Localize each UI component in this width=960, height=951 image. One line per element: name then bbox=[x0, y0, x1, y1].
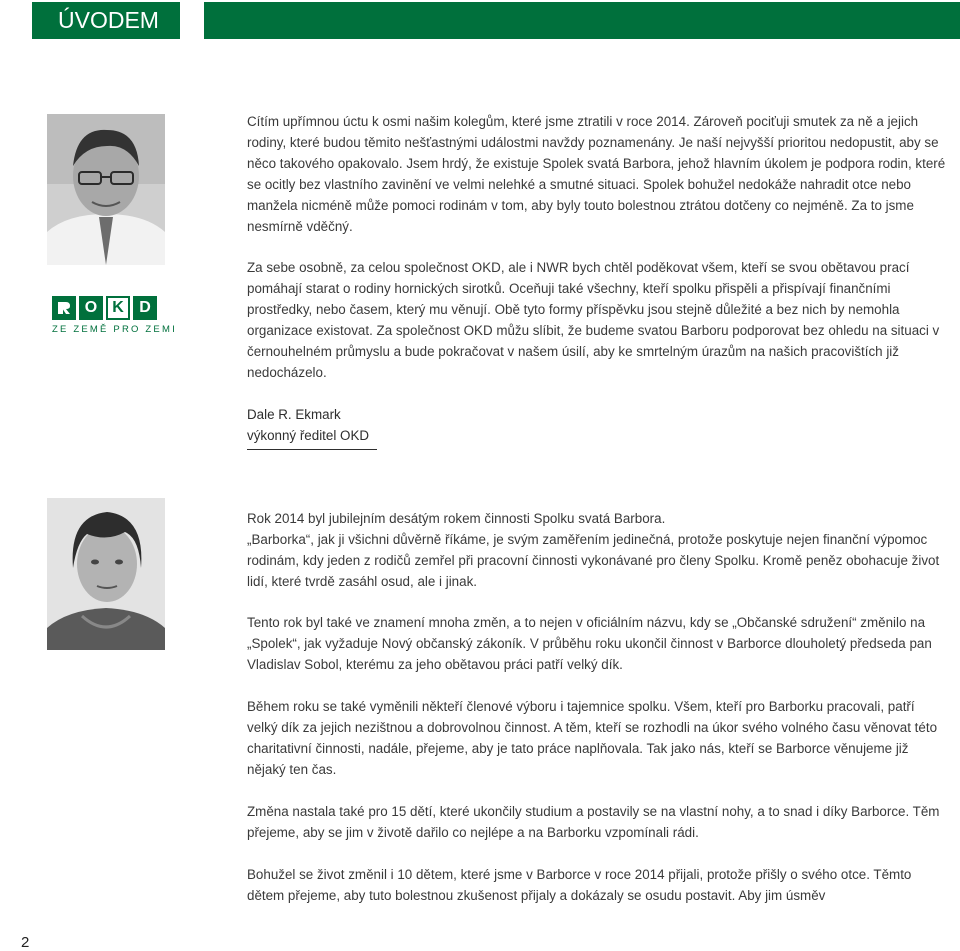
portrait-photo-chair bbox=[47, 498, 165, 650]
board-paragraph-1: Rok 2014 byl jubilejním desátým rokem činnosti Spolku svatá Barbora. „Barborka“, jak ji všichni důvěrně říkáme, je svým zaměřením jedinečná, protože poskytuje nejen finanční výpomoc rodinám, kdy jeden z rodičů zemřel při pracovní činnosti vykonávané pro členy Spolku. Kromě peněz obohacuje život lidí, které tvrdě zasáhl osud, ale i jinak. bbox=[247, 511, 940, 589]
signature-underline bbox=[247, 449, 377, 450]
board-paragraph-5: Bohužel se život změnil i 10 dětem, které jsme v Barborce v roce 2014 přijali, protože přišly o svého otce. Těmto dětem přejeme, aby tuto bolestnou zkušenost přijaly a dokázaly se osudu postavit. Aby jim úsměv bbox=[247, 867, 912, 903]
signature-role: výkonný ředitel OKD bbox=[247, 428, 370, 443]
okd-logo-letter-k: K bbox=[106, 296, 130, 320]
page-title: ÚVODEM bbox=[32, 2, 180, 39]
page-number: 2 bbox=[21, 934, 30, 951]
board-paragraph-2: Tento rok byl také ve znamení mnoha změn, a to nejen v oficiálním názvu, kdy se „Občanské sdružení“ změnilo na „Spolek“, jak vyžaduje Nový občanský zákoník. V průběhu roku ukončil činnost v Barborce dlouholetý předseda pan Vladislav Sobol, kterému za jeho obětavou práci patří velký dík. bbox=[247, 615, 932, 672]
okd-logo-letter-d: D bbox=[133, 296, 157, 320]
portrait-photo-director bbox=[47, 114, 165, 265]
okd-logo bbox=[52, 296, 177, 336]
okd-logo-letter-o: O bbox=[79, 296, 103, 320]
header-bar bbox=[204, 2, 960, 39]
signature-name: Dale R. Ekmark bbox=[247, 407, 341, 422]
okd-logo-tagline: ZE ZEMĚ PRO ZEMI bbox=[52, 324, 177, 335]
board-paragraph-4: Změna nastala také pro 15 dětí, které ukončily studium a postavily se na vlastní nohy, a to snad i díky Barborce. Těm přejeme, aby se jim v životě dařilo co nejlépe a na Barborku vzpomínali rádi. bbox=[247, 804, 940, 840]
board-paragraph-3: Během roku se také vyměnili někteří členové výboru i tajemnice spolku. Všem, kteří pro Barborku pracovali, patří velký dík za jejich nezištnou a dobrovolnou činnost. A těm, kteří se rozhodli na úkor svého volného času věnovat této charitativní činnosti, nadále, přejeme, aby je tato práce naplňovala. Tak jako nás, kteří se Barborce věnujeme již nějaký ten čas. bbox=[247, 699, 938, 777]
intro-paragraph-1: Cítím upřímnou úctu k osmi našim kolegům, které jsme ztratili v roce 2014. Zároveň pociťuji smutek za ně a jejich rodiny, které budou těmito nešťastnými událostmi navždy poznamenány. Je naší nejvyšší prioritou nedopustit, aby se něco takového opakovalo. Jsem hrdý, že existuje Spolek svatá Barbora, jehož hlavním úkolem je podpora rodin, které se ocitly bez vlastního zavinění ve velmi nelehké a smutné situaci. Spolek bohužel nedokáže nahradit otce nebo manžela nicméně může pomoci rodinám v tom, aby byly touto bolestnou ztrátou dotčeny co nejméně. Za to jsme nesmírně vděčný. bbox=[247, 114, 946, 234]
okd-logo-symbol bbox=[52, 296, 76, 320]
intro-paragraph-2: Za sebe osobně, za celou společnost OKD, ale i NWR bych chtěl poděkovat všem, kteří se svou obětavou prací pomáhají starat o rodiny hornických sirotků. Oceňuji také všechny, kteří spolku přispěli a přispívají finančními prostředky, nebo časem, který mu věnují. Obě tyto formy příspěvku jsou stejně důležité a bez nich by nemohla organizace existovat. Za společnost OKD můžu slíbit, že budeme svatou Barboru podporovat bez ohledu na situaci v černouhelném průmyslu a bude pokračovat v našem úsilí, aby ke smrtelným úrazům na našich pracovištích již nedocházelo. bbox=[247, 260, 940, 380]
